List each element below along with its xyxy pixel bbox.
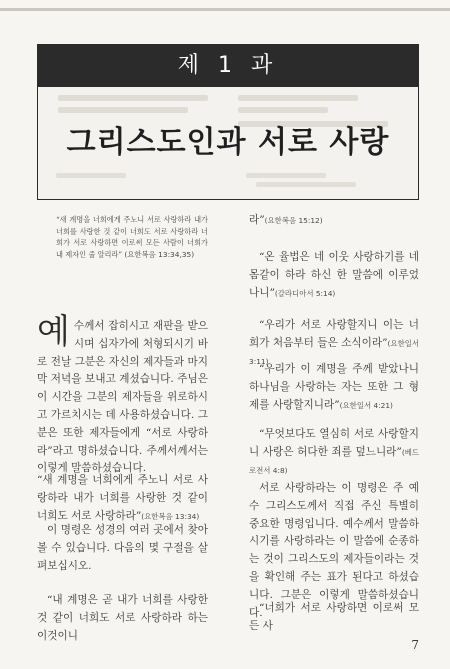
q1-text: “온 율법은 네 이웃 사랑하기를 네 몸같이 하라 하신 한 말씀에 이루었나니” [249, 251, 419, 299]
lead-text: 수께서 잡히시고 재판을 받으시며 십자가에 처형되시기 바로 전날 그분은 자신의 제자들과 마지막 저녁을 보내고 계셨습니다. 주님은 이 시간을 그분의 제자들을 위로하시고 가르치시는 데 사용하셨습니다. 그분은 또한 제자들에게 “서로 사랑하라”라고 명하셨습니다. 주께서께서는 이렇게 말씀하셨습니다. [37, 320, 208, 475]
scripture-quote-3 [249, 361, 419, 414]
top-rule [0, 8, 450, 11]
q2-reference: (요한일서 3:11) [249, 338, 419, 366]
scripture-quote-4 [249, 426, 419, 479]
cont-text: 라” [249, 214, 265, 226]
cont-reference: (요한복음 15:12) [264, 216, 323, 225]
show-through-lines-bottom [56, 171, 400, 189]
q3-text: “우리가 이 계명을 주께 받았나니 하나님을 사랑하는 자는 또한 그 형제를 사랑할지니라” [249, 363, 419, 411]
right-cont-paragraph [249, 212, 419, 230]
q4-text: “무엇보다도 열심히 서로 사랑할지니 사랑은 허다한 죄를 덮느니라” [249, 428, 419, 458]
lead-paragraph [37, 312, 208, 478]
epigraph-text: “새 계명을 너희에게 주노니 서로 사랑하라 내가 너희를 사랑한 것 같이 너희도 서로 사랑하라 너희가 서로 사랑하면 이로써 모든 사람이 너희가 내 제자인 줄 알리라” [56, 215, 208, 259]
lesson-title: 그리스도인과 서로 사랑 [66, 125, 390, 160]
lesson-title-box [37, 44, 419, 200]
lesson-number: 제 1 과 [38, 45, 418, 87]
epigraph-reference: (요한복음 13:34,35) [124, 249, 195, 259]
scripture-quote-1 [249, 249, 419, 302]
body-paragraph-right-cont: “너희가 서로 사랑하면 이로써 모든 사 [249, 602, 419, 632]
quote-paragraph [37, 472, 208, 525]
quote2-reference: (요한복음 13:34) [141, 511, 200, 521]
q3-reference: (요한일서 4:21) [339, 400, 393, 410]
body-paragraph-right: 서로 사랑하라는 이 명령은 주 예수 그리스도께서 직접 주신 특별히 중요한 명령입니다. 예수께서 말씀하시기를 사랑하라는 이 말씀에 순종하는 것이 그리스도의 제자들이라는 것을 확인해 주는 표가 된다고 하셨습니다. 그분은 이렇게 말씀하셨습니다. [249, 482, 419, 619]
page-number: 7 [411, 638, 419, 652]
q2-text: “우리가 서로 사랑할지니 이는 너희가 처음부터 들은 소식이라” [249, 319, 419, 349]
q1-reference: (갈라디아서 5:14) [274, 288, 336, 298]
body-paragraph: 이 명령은 성경의 여러 곳에서 찾아볼 수 있습니다. 다음의 몇 구절을 살펴보십시오. [37, 524, 208, 572]
q4-reference: (베드로전서 4:8) [249, 447, 419, 475]
body-paragraph-cont: “내 계명은 곧 내가 너희를 사랑한 것 같이 너희도 서로 사랑하라 하는 이것이니 [37, 594, 208, 642]
epigraph-quote [56, 214, 208, 260]
drop-cap: 예 [37, 312, 70, 352]
quote2-text: “새 계명을 너희에게 주노니 서로 사랑하라 내가 너희를 사랑한 것 같이 너희도 서로 사랑하라” [37, 474, 208, 522]
